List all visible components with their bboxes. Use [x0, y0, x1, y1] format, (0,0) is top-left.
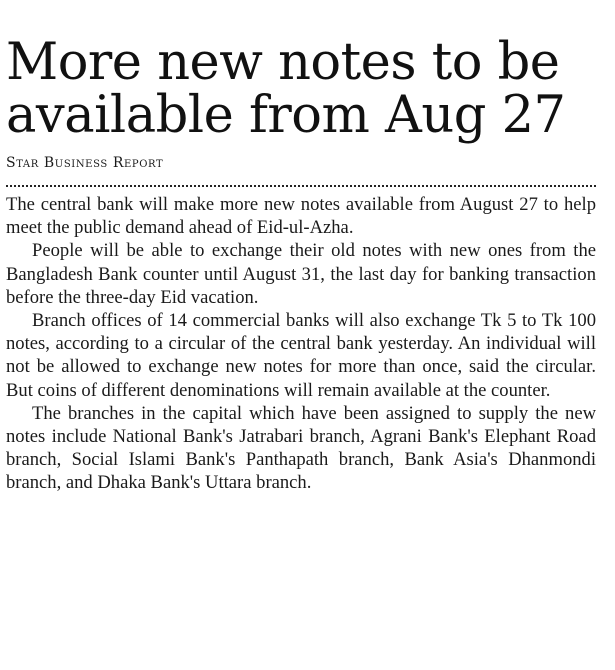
article-headline: More new notes to be available from Aug 27 — [6, 33, 566, 145]
news-article — [6, 33, 606, 495]
article-paragraph: Branch offices of 14 commercial banks will also exchange Tk 5 to Tk 100 notes, according to a circular of the central bank yesterday. An individual will not be allowed to exchange new notes for more than once, said the circular. But coins of different denominations will remain available at the counter. — [6, 310, 596, 401]
dotted-divider — [6, 185, 596, 187]
article-paragraph: People will be able to exchange their old notes with new ones from the Bangladesh Bank counter until August 31, the last day for banking transaction before the three-day Eid vacation. — [6, 240, 596, 308]
article-paragraph: The central bank will make more new notes available from August 27 to help meet the public demand ahead of Eid-ul-Azha. — [6, 194, 596, 239]
article-body — [6, 193, 596, 495]
article-byline: Star Business Report — [6, 155, 164, 171]
article-paragraph: The branches in the capital which have been assigned to supply the new notes include National Bank's Jatrabari branch, Agrani Bank's Elephant Road branch, Social Islami Bank's Panthapath branch, Bank Asia's Dhanmondi branch, and Dhaka Bank's Uttara branch. — [6, 402, 596, 494]
